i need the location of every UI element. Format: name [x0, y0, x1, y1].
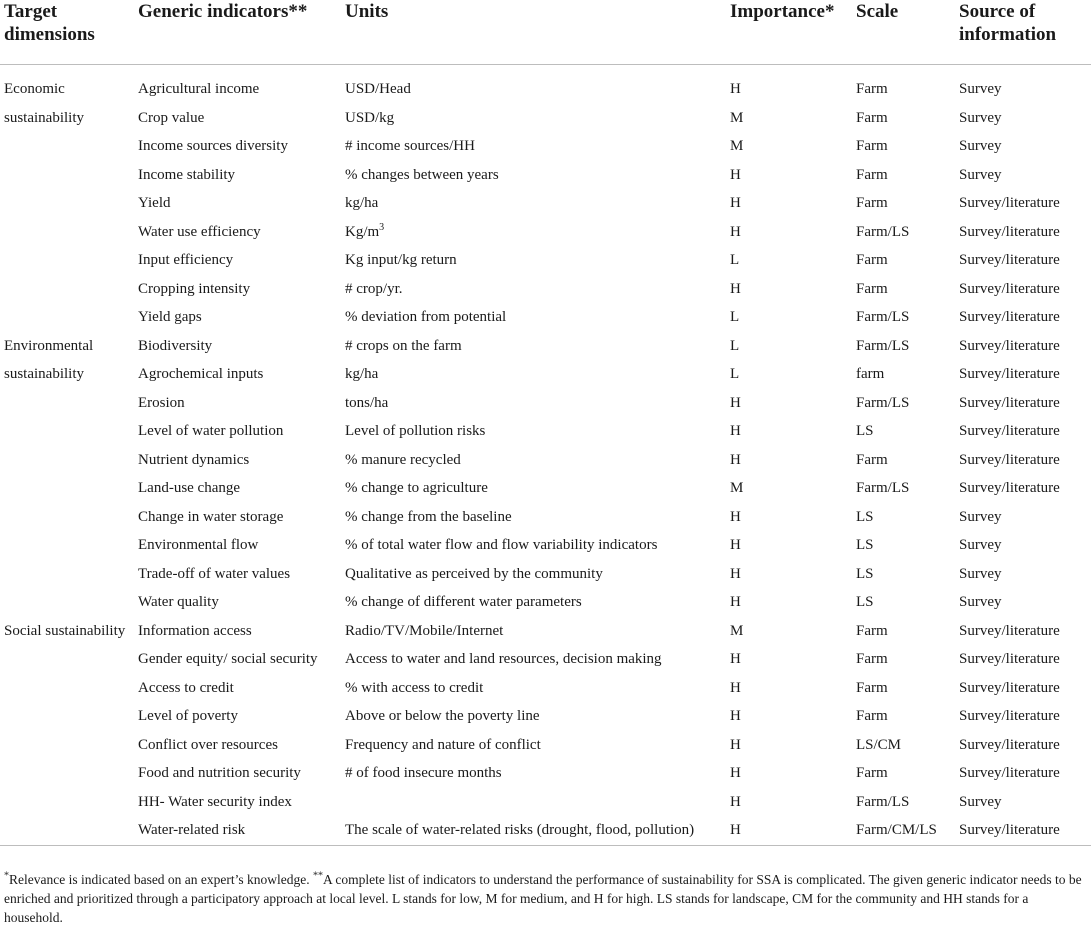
cell-units	[341, 788, 726, 817]
cell-importance: H	[730, 736, 741, 753]
cell-indicator: Water quality	[138, 594, 219, 610]
table-row	[0, 731, 1091, 760]
cell-importance: H	[730, 793, 741, 810]
table-row	[0, 702, 1091, 731]
cell-units: % of total water flow and flow variability indicators	[345, 537, 658, 553]
cell-importance: M	[730, 109, 744, 126]
cell-source: Survey	[959, 81, 1002, 97]
cell-scale: Farm	[856, 651, 888, 667]
cell-source: Survey/literature	[959, 736, 1060, 753]
table-header-row	[0, 0, 1091, 65]
table-body	[0, 65, 1091, 846]
table-row	[0, 645, 1091, 674]
cell-importance: H	[730, 81, 741, 97]
cell-importance: M	[730, 480, 744, 496]
cell-units: Frequency and nature of conflict	[345, 736, 541, 753]
cell-indicator: Crop value	[138, 109, 205, 126]
cell-importance: H	[730, 708, 741, 724]
table-row	[0, 161, 1091, 190]
cell-scale: Farm/LS	[856, 337, 910, 354]
cell-target-dimension: Economic sustainability	[4, 81, 84, 126]
table-row	[0, 360, 1091, 389]
header-source: Source of information	[959, 1, 1057, 45]
cell-scale: LS	[856, 594, 874, 610]
cell-source: Survey/literature	[959, 423, 1060, 439]
cell-importance: H	[730, 537, 741, 553]
cell-units: USD/kg	[345, 109, 395, 126]
cell-target-dimension: Environmental sustainability	[4, 337, 94, 382]
cell-units: # income sources/HH	[345, 138, 475, 154]
cell-importance: H	[730, 679, 741, 696]
cell-units: kg/ha	[345, 366, 379, 382]
cell-importance: H	[730, 195, 741, 211]
table-row	[0, 275, 1091, 304]
cell-indicator: Change in water storage	[138, 508, 284, 525]
cell-units: % change of different water parameters	[345, 594, 582, 610]
cell-importance: H	[730, 508, 741, 525]
cell-source: Survey/literature	[959, 651, 1060, 667]
table-row	[0, 674, 1091, 703]
cell-importance: H	[730, 423, 741, 439]
cell-importance: M	[730, 622, 744, 639]
cell-scale: Farm	[856, 765, 888, 781]
table-row	[0, 816, 1091, 845]
cell-importance: M	[730, 138, 744, 154]
cell-indicator: Trade-off of water values	[138, 565, 291, 582]
table-row	[0, 474, 1091, 503]
cell-units: Level of pollution risks	[345, 423, 486, 439]
table-row	[0, 759, 1091, 788]
cell-scale: Farm	[856, 195, 888, 211]
cell-scale: Farm	[856, 280, 888, 297]
cell-importance: H	[730, 765, 741, 781]
cell-indicator: Access to credit	[138, 679, 234, 696]
cell-indicator: Yield gaps	[138, 309, 202, 325]
cell-importance: H	[730, 223, 741, 240]
footnote-mark-2: **	[313, 870, 324, 882]
cell-source: Survey/literature	[959, 480, 1060, 496]
table-row	[0, 531, 1091, 560]
cell-source: Survey/literature	[959, 451, 1060, 468]
cell-scale: Farm	[856, 622, 888, 639]
cell-indicator: Cropping intensity	[138, 280, 251, 297]
table-row	[0, 104, 1091, 133]
cell-source: Survey	[959, 508, 1002, 525]
table-footnote	[4, 870, 1087, 927]
cell-units: tons/ha	[345, 394, 389, 411]
cell-units: Access to water and land resources, decision making	[345, 651, 662, 667]
cell-scale: Farm	[856, 451, 888, 468]
cell-indicator: Income stability	[138, 166, 236, 183]
cell-scale: LS/CM	[856, 736, 902, 753]
table-row	[0, 389, 1091, 418]
cell-importance: H	[730, 166, 741, 183]
header-target-dimensions: Target dimensions	[4, 1, 95, 45]
table-row	[0, 417, 1091, 446]
cell-importance: L	[730, 309, 740, 325]
table-row	[0, 617, 1091, 646]
cell-scale: LS	[856, 537, 874, 553]
cell-importance: L	[730, 337, 740, 354]
cell-indicator: Environmental flow	[138, 537, 259, 553]
cell-scale: Farm	[856, 138, 888, 154]
cell-units	[341, 218, 726, 247]
cell-importance: H	[730, 594, 741, 610]
cell-source: Survey/literature	[959, 309, 1060, 325]
cell-source: Survey/literature	[959, 280, 1060, 297]
cell-units: Kg input/kg return	[345, 252, 457, 268]
cell-importance: H	[730, 451, 741, 468]
table-row	[0, 218, 1091, 247]
cell-source: Survey/literature	[959, 822, 1060, 838]
cell-scale: farm	[856, 366, 885, 382]
cell-scale: Farm/LS	[856, 793, 910, 810]
table-row	[0, 189, 1091, 218]
cell-source: Survey/literature	[959, 366, 1060, 382]
cell-scale: Farm/LS	[856, 223, 910, 240]
cell-source: Survey	[959, 793, 1002, 810]
cell-importance: L	[730, 366, 740, 382]
cell-units: % deviation from potential	[345, 309, 507, 325]
cell-importance: H	[730, 565, 741, 582]
cell-indicator: Information access	[138, 622, 252, 639]
cell-indicator: Land-use change	[138, 480, 241, 496]
cell-units: % change from the baseline	[345, 508, 512, 525]
table-row	[0, 560, 1091, 589]
table-row	[0, 65, 1091, 104]
cell-scale: Farm	[856, 679, 888, 696]
cell-scale: Farm	[856, 109, 888, 126]
cell-importance: L	[730, 252, 740, 268]
table-row	[0, 588, 1091, 617]
cell-target-dimension: Social sustainability	[4, 622, 126, 639]
cell-scale: Farm	[856, 252, 888, 268]
cell-units: % change to agriculture	[345, 480, 488, 496]
cell-source: Survey/literature	[959, 394, 1060, 411]
cell-units: # of food insecure months	[345, 765, 502, 781]
cell-scale: Farm	[856, 166, 888, 183]
cell-importance: H	[730, 394, 741, 411]
cell-indicator: Erosion	[138, 394, 185, 411]
table-row	[0, 332, 1091, 361]
cell-source: Survey/literature	[959, 337, 1060, 354]
cell-scale: Farm	[856, 81, 888, 97]
table-row	[0, 132, 1091, 161]
header-importance: Importance*	[730, 1, 835, 22]
cell-indicator: Agricultural income	[138, 81, 260, 97]
cell-importance: H	[730, 651, 741, 667]
cell-scale: LS	[856, 508, 874, 525]
cell-indicator: Water use efficiency	[138, 223, 261, 240]
cell-units: Above or below the poverty line	[345, 708, 540, 724]
cell-scale: Farm/LS	[856, 394, 910, 411]
cell-indicator: Level of poverty	[138, 708, 238, 724]
cell-units: % changes between years	[345, 166, 499, 183]
cell-units: Radio/TV/Mobile/Internet	[345, 622, 504, 639]
footnote-text-1: Relevance is indicated based on an expert’s knowledge.	[9, 872, 314, 887]
cell-indicator: Input efficiency	[138, 252, 234, 268]
cell-units: # crops on the farm	[345, 337, 462, 354]
header-generic-indicators: Generic indicators**	[138, 1, 308, 22]
cell-units: % with access to credit	[345, 679, 484, 696]
cell-indicator: Income sources diversity	[138, 138, 288, 154]
cell-source: Survey/literature	[959, 708, 1060, 724]
cell-importance: H	[730, 822, 741, 838]
cell-units: kg/ha	[345, 195, 379, 211]
table-row	[0, 446, 1091, 475]
cell-indicator: Conflict over resources	[138, 736, 278, 753]
cell-source: Survey/literature	[959, 223, 1060, 240]
header-scale: Scale	[856, 1, 899, 22]
cell-indicator: Water-related risk	[138, 822, 246, 838]
cell-source: Survey/literature	[959, 622, 1060, 639]
cell-units: USD/Head	[345, 81, 411, 97]
cell-indicator: Gender equity/ social security	[138, 651, 318, 667]
unit-text: Kg/m	[345, 223, 380, 240]
cell-source: Survey/literature	[959, 765, 1060, 781]
table-row	[0, 503, 1091, 532]
cell-scale: Farm/CM/LS	[856, 822, 937, 838]
cell-indicator: Nutrient dynamics	[138, 451, 250, 468]
cell-scale: Farm	[856, 708, 888, 724]
cell-source: Survey	[959, 565, 1002, 582]
cell-scale: Farm/LS	[856, 480, 910, 496]
footnote-text-2: A complete list of indicators to understand the performance of sustainability for SSA is complicated. The given generic indicator needs to be enriched and prioritized through a participatory approach at local level. L stands for low, M for medium, and H for high. LS stands for landscape, CM for the community and HH stands for a household.	[4, 872, 1082, 925]
cell-units: % manure recycled	[345, 451, 461, 468]
table-row	[0, 788, 1091, 817]
cell-indicator: Agrochemical inputs	[138, 366, 264, 382]
cell-source: Survey	[959, 109, 1002, 126]
cell-scale: LS	[856, 423, 874, 439]
cell-source: Survey/literature	[959, 195, 1060, 211]
cell-indicator: Biodiversity	[138, 337, 213, 354]
cell-source: Survey	[959, 166, 1002, 183]
cell-importance: H	[730, 280, 741, 297]
cell-source: Survey/literature	[959, 679, 1060, 696]
header-units: Units	[345, 1, 389, 22]
cell-scale: Farm/LS	[856, 309, 910, 325]
cell-source: Survey/literature	[959, 252, 1060, 268]
cell-scale: LS	[856, 565, 874, 582]
footnote-mark-1: *	[4, 870, 9, 882]
table-row	[0, 303, 1091, 332]
cell-source: Survey	[959, 594, 1002, 610]
cell-source: Survey	[959, 138, 1002, 154]
unit-superscript: 3	[379, 221, 385, 233]
cell-indicator: Yield	[138, 195, 171, 211]
cell-source: Survey	[959, 537, 1002, 553]
cell-units: The scale of water-related risks (drought, flood, pollution)	[345, 822, 695, 838]
table-row	[0, 246, 1091, 275]
cell-units: # crop/yr.	[345, 280, 403, 297]
cell-units: Qualitative as perceived by the community	[345, 565, 603, 582]
cell-indicator: HH- Water security index	[138, 793, 292, 810]
cell-indicator: Food and nutrition security	[138, 765, 301, 781]
cell-indicator: Level of water pollution	[138, 423, 284, 439]
